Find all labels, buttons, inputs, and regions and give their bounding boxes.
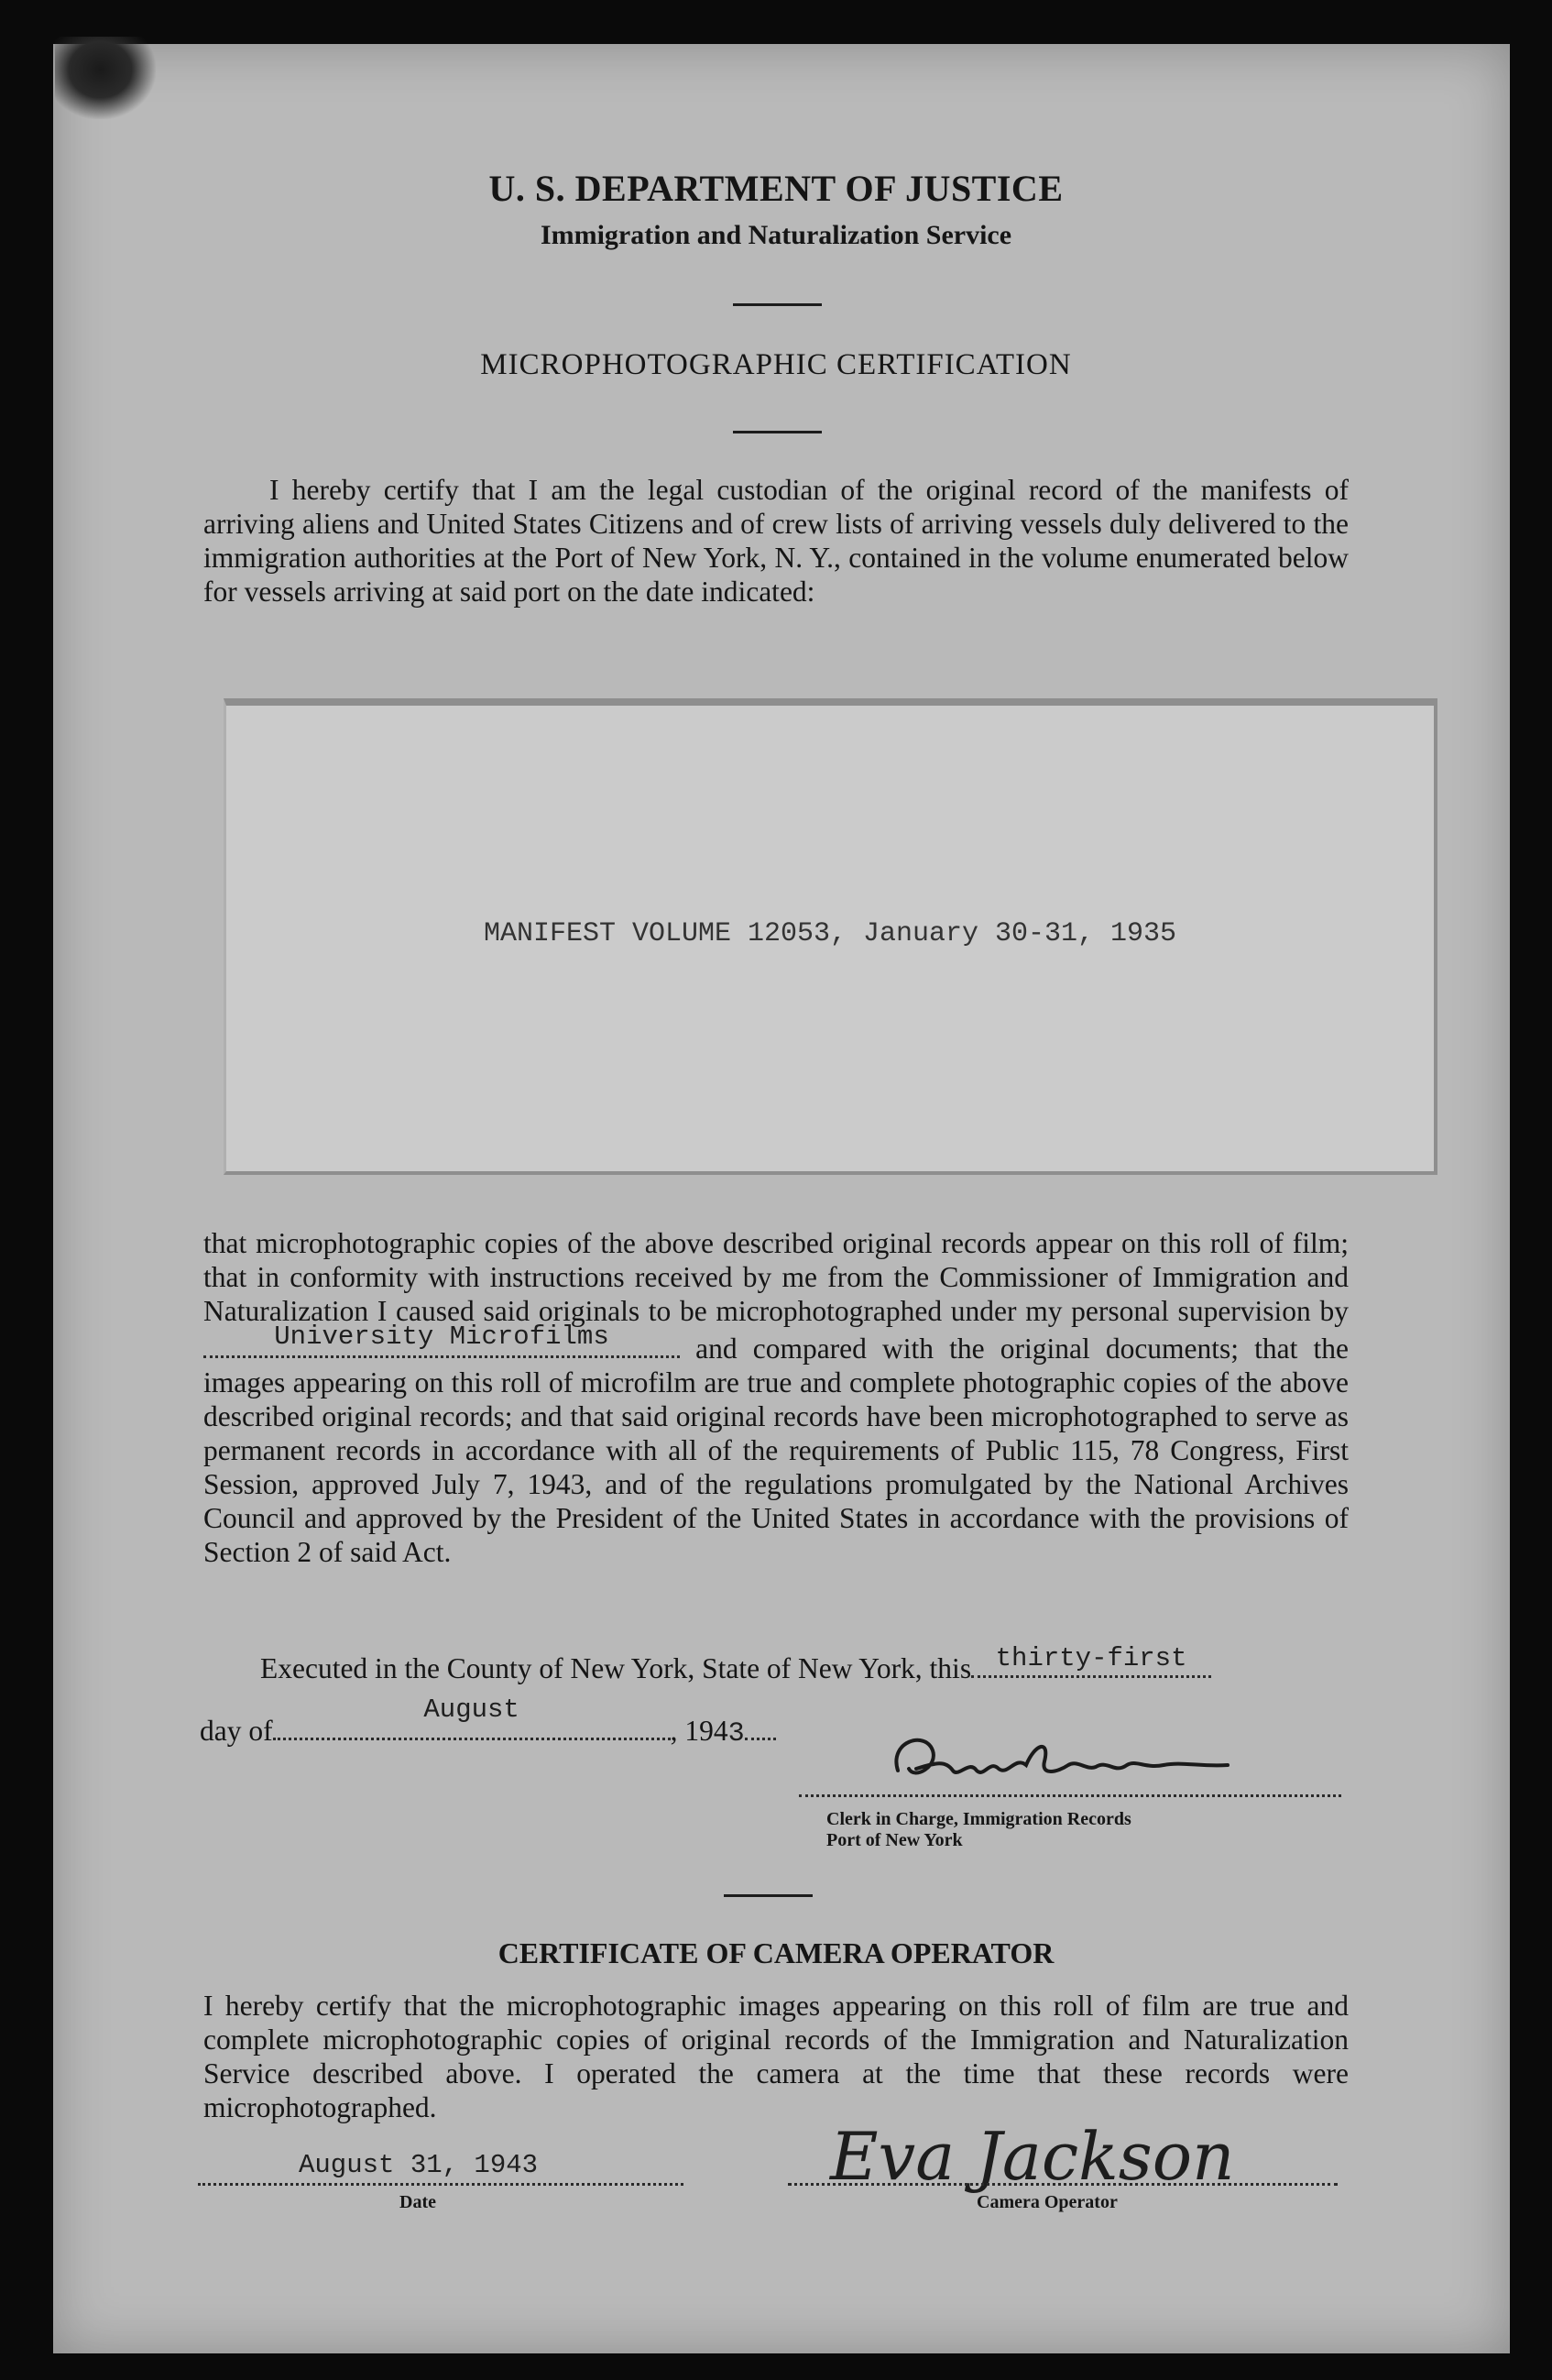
month-field [273, 1695, 671, 1740]
year-digit: 3 [727, 1718, 745, 1749]
divider-rule [724, 1894, 813, 1897]
month-value: August [423, 1695, 519, 1725]
date-value: August 31, 1943 [299, 2150, 539, 2180]
agency-heading: U. S. DEPARTMENT OF JUSTICE [488, 168, 1064, 209]
microfilm-company-field [203, 1322, 680, 1358]
clerk-signature-scribble [861, 1723, 1338, 1805]
date-line [198, 2183, 683, 2186]
date-label: Date [399, 2192, 436, 2212]
camera-operator-paragraph: I hereby certify that the microphotographic images appearing on this roll of film are true and complete microphotographic copies of original records of the Immigration and Naturalization Service described above. I operated the camera at the time that these records were microphotographed. [203, 1990, 1349, 2123]
clerk-signature [861, 1723, 1338, 1805]
camera-operator-title: CERTIFICATE OF CAMERA OPERATOR [497, 1936, 1055, 1969]
microfilm-company-value: University Microfilms [274, 1322, 609, 1352]
year-prefix: , 194 [670, 1715, 728, 1747]
certification-paragraph-2 [203, 1226, 1349, 1569]
divider-rule [733, 303, 822, 306]
clerk-signature-line [799, 1794, 1341, 1797]
operator-signature-line [788, 2183, 1338, 2186]
certification-paragraph-1: I hereby certify that I am the legal custodian of the original record of the manifests of arriving aliens and United States Citizens and of crew lists of arriving vessels duly delivered to the immigration authorities at the Port of New York, N. Y., contained in the volume enumerated below for vessels arriving at said port on the date indicated: [203, 474, 1349, 608]
operator-signature-text: Eva Jackson [830, 2118, 1235, 2195]
clerk-caption-port: Port of New York [826, 1830, 963, 1850]
year-trailing-dots [745, 1710, 776, 1740]
certification-title: MICROPHOTOGRAPHIC CERTIFICATION [480, 348, 1072, 381]
operator-label: Camera Operator [977, 2192, 1118, 2212]
day-value: thirty-first [995, 1643, 1187, 1673]
executed-lead: Executed in the County of New York, State of New York, this [260, 1652, 972, 1684]
clerk-caption [826, 1809, 1131, 1851]
day-of-label: day of [200, 1715, 273, 1747]
day-of-line [200, 1695, 776, 1749]
executed-line [260, 1643, 1211, 1685]
service-subheading: Immigration and Naturalization Service [540, 220, 1012, 250]
day-field [971, 1643, 1211, 1678]
manifest-volume-label: MANIFEST VOLUME 12053, January 30-31, 1935 [483, 918, 1177, 949]
corner-stain [55, 37, 156, 119]
paragraph-2-rest: and compared with the original documents; that the images appearing on this roll of microfilm are true and complete photographic copies of the above described original records; and that said original records have been microphotographed to serve as permanent records in accordance with all of the requirements of Public 115, 78 Congress, First Session, approved July 7, 1943, and of the regulations promulgated by the National Archives Council and approved by the President of the United States in accordance with the provisions of Section 2 of said Act. [203, 1333, 1350, 1568]
divider-rule [733, 431, 822, 433]
manifest-label-card [224, 698, 1437, 1175]
clerk-caption-title: Clerk in Charge, Immigration Records [826, 1809, 1131, 1829]
paragraph-2-lead: that microphotographic copies of the above described original records appear on this roll of film; that in conformity with instructions received by me from the Commissioner of Immigration and Naturalization I caused said originals to be microphotographed under my personal supervision by [203, 1227, 1349, 1327]
